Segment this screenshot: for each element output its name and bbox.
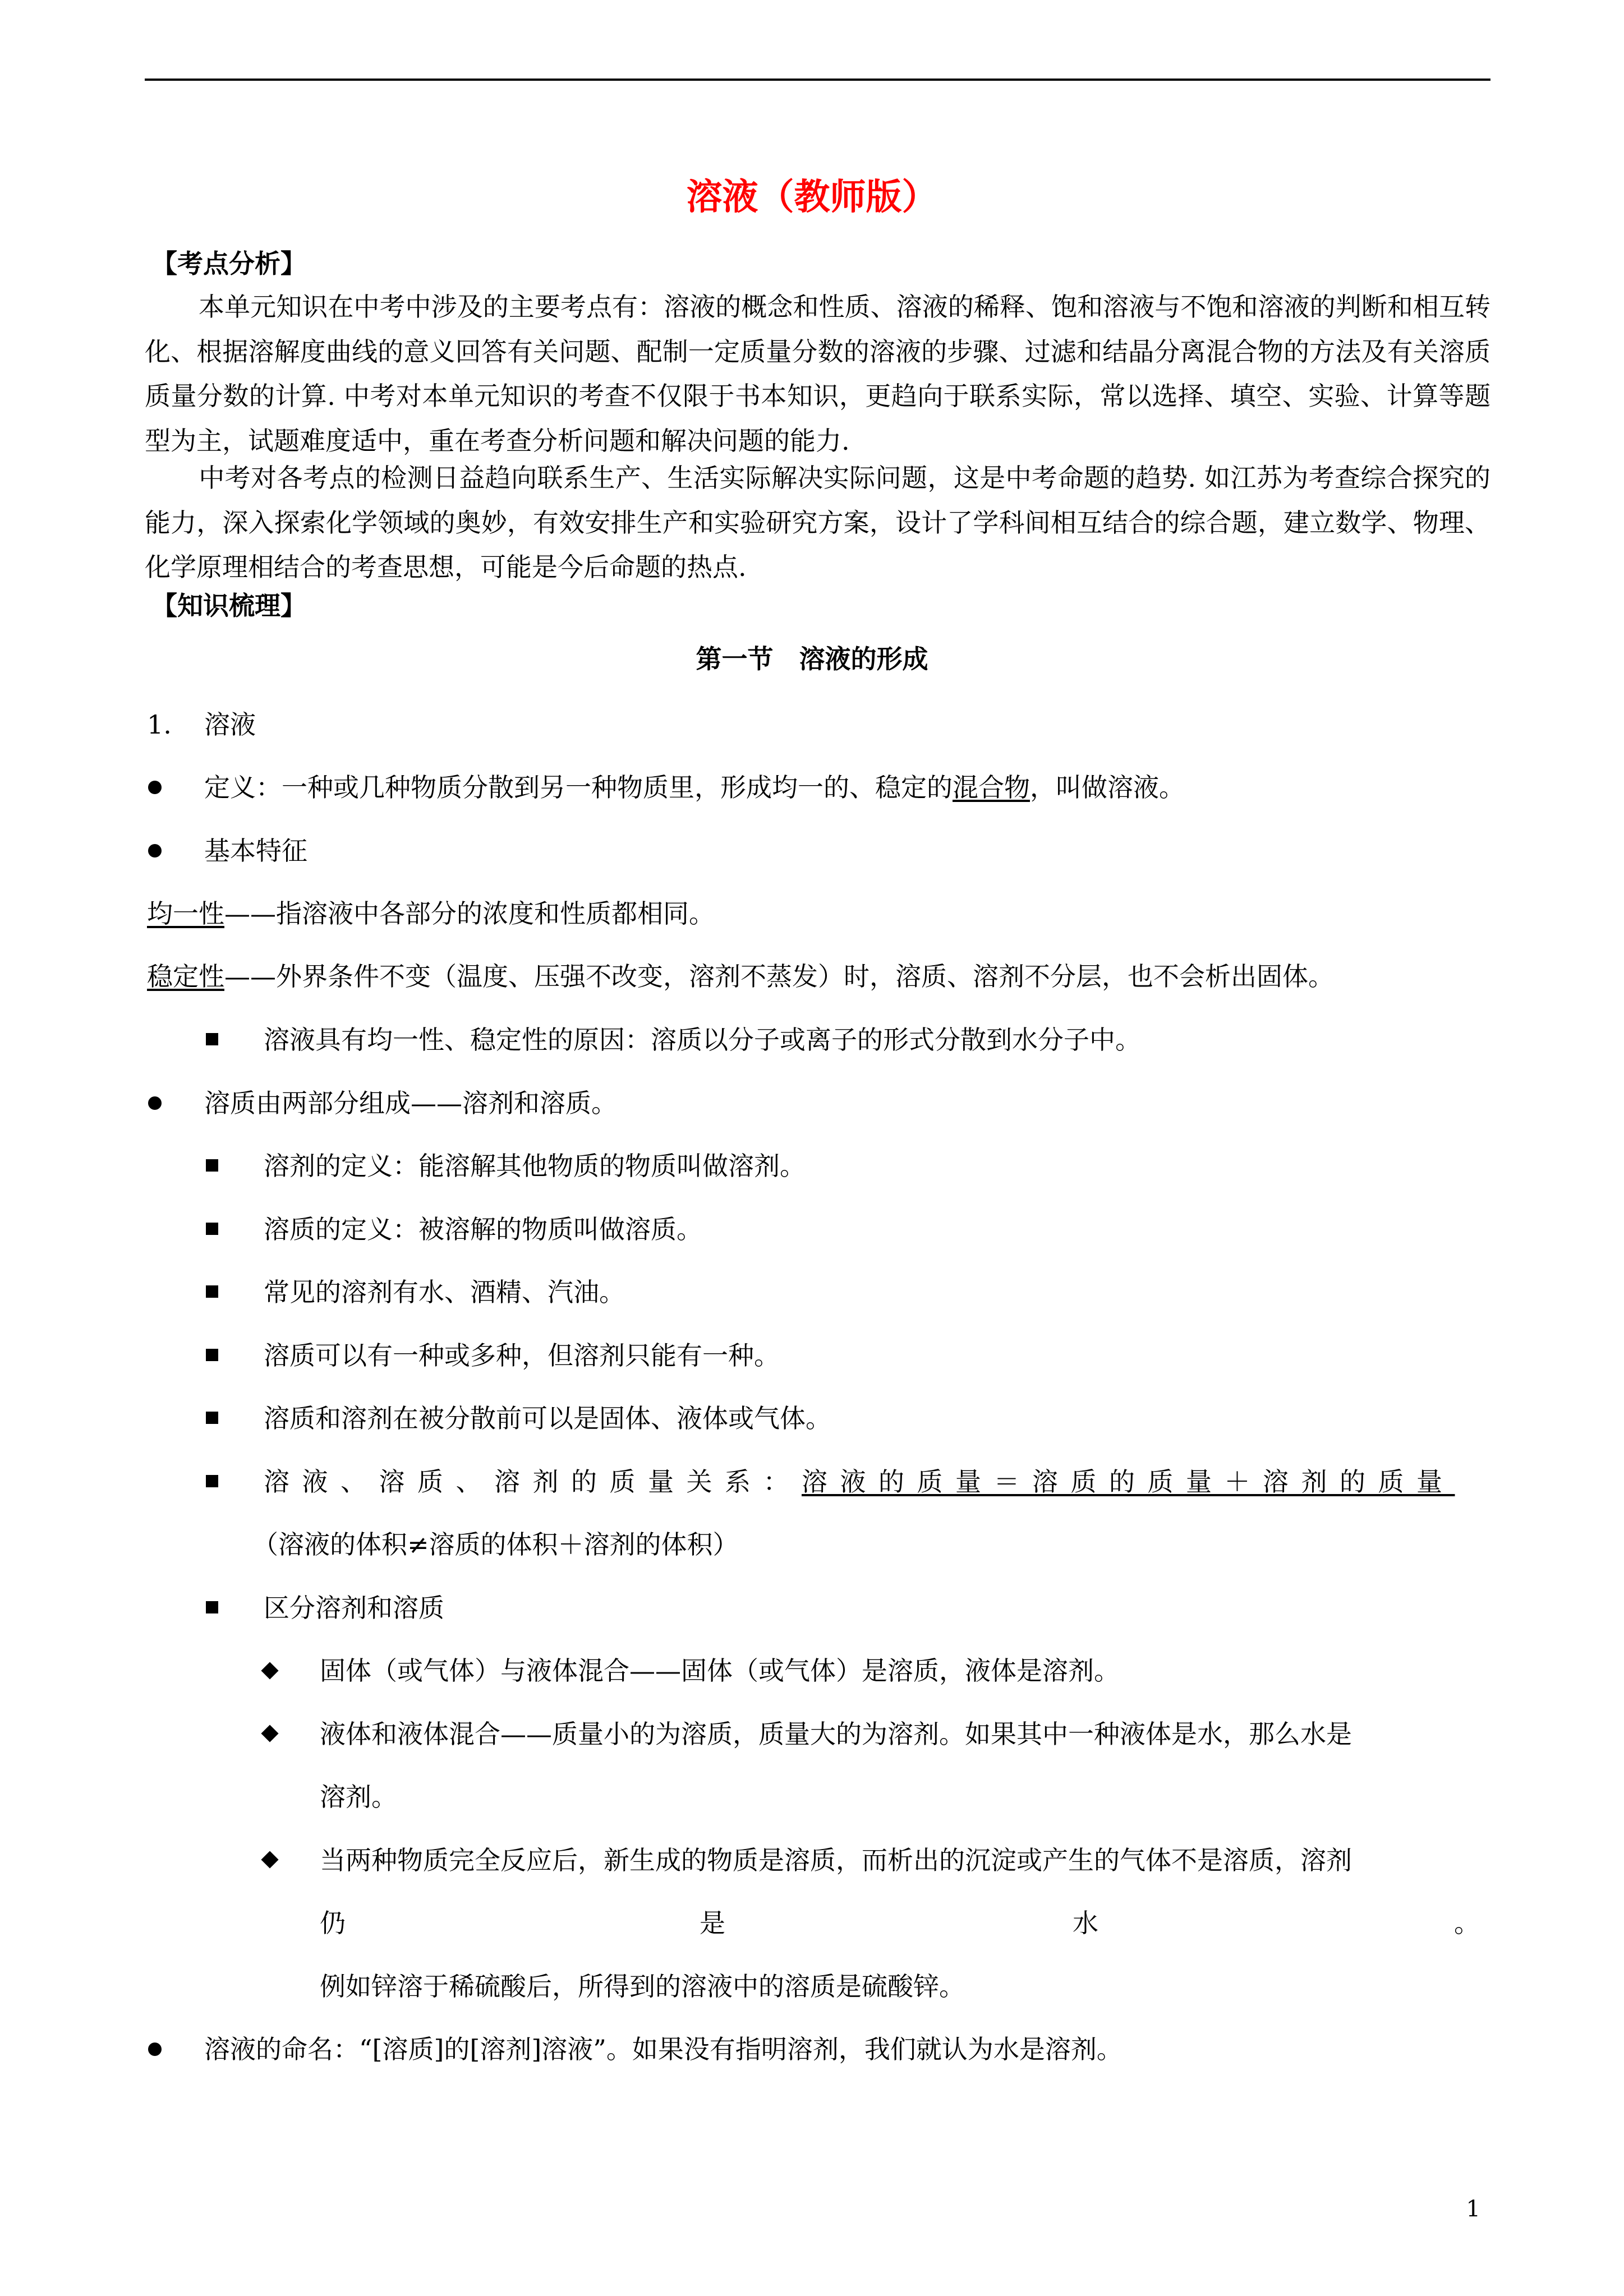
uniformity-term: 均一性	[147, 898, 224, 929]
square-bullet-icon	[206, 1033, 218, 1045]
mass-relation-line	[264, 1465, 1455, 1499]
common-solvents: 常见的溶剂有水、酒精、汽油。	[264, 1277, 625, 1307]
diamond-bullet-icon	[261, 1725, 278, 1742]
heading-zhishi: 【知识梳理】	[151, 591, 306, 621]
header-rule	[145, 79, 1490, 81]
rule-reaction: 当两种物质完全反应后，新生成的物质是溶质，而析出的沉淀或产生的气体不是溶质，溶剂	[320, 1845, 1352, 1875]
rule-reaction-word-1: 仍	[320, 1908, 346, 1938]
solvent-definition: 溶剂的定义：能溶解其他物质的物质叫做溶剂。	[264, 1151, 806, 1181]
rule-reaction-example: 例如锌溶于稀硫酸后，所得到的溶液中的溶质是硫酸锌。	[320, 1971, 965, 2002]
mixture-term: 混合物	[953, 772, 1030, 803]
rule-solid-liquid: 固体（或气体）与液体混合——固体（或气体）是溶质，液体是溶剂。	[320, 1656, 1120, 1686]
mass-relation-label: 溶液、溶质、溶剂的质量关系：	[264, 1467, 802, 1497]
bullet-icon	[148, 781, 162, 794]
definition-end: ，叫做溶液。	[1030, 772, 1185, 803]
bullet-icon	[148, 2043, 162, 2056]
square-bullet-icon	[206, 1601, 218, 1613]
bullet-icon	[148, 844, 162, 857]
basic-features: 基本特征	[204, 836, 307, 866]
stability-line	[147, 960, 1334, 993]
paragraph-analysis-2	[145, 456, 1490, 590]
square-bullet-icon	[206, 1223, 218, 1235]
square-bullet-icon	[206, 1412, 218, 1424]
bullet-icon	[148, 1096, 162, 1110]
paragraph-analysis-1	[145, 285, 1490, 463]
square-bullet-icon	[206, 1159, 218, 1172]
definition-text: 定义：一种或几种物质分散到另一种物质里，形成均一的、稳定的	[204, 772, 953, 803]
stability-text: ——外界条件不变（温度、压强不改变，溶剂不蒸发）时，溶质、溶剂不分层，也不会析出固体。	[224, 961, 1334, 992]
section-title: 第一节 溶液的形成	[696, 644, 928, 674]
mass-relation-formula: 溶液的质量＝溶质的质量＋溶剂的质量	[802, 1467, 1455, 1497]
square-bullet-icon	[206, 1349, 218, 1361]
solute-definition: 溶质的定义：被溶解的物质叫做溶质。	[264, 1214, 702, 1244]
diamond-bullet-icon	[261, 1851, 278, 1868]
rule-reaction-period: 。	[1454, 1908, 1480, 1938]
square-bullet-icon	[206, 1475, 218, 1487]
diamond-bullet-icon	[261, 1662, 278, 1679]
square-bullet-icon	[206, 1285, 218, 1298]
solute-solvent-count: 溶质可以有一种或多种，但溶剂只能有一种。	[264, 1340, 780, 1371]
rule-reaction-word-3: 水	[1073, 1908, 1098, 1938]
uniformity-text: ——指溶液中各部分的浓度和性质都相同。	[224, 898, 715, 929]
rule-liquid-liquid-cont: 溶剂。	[320, 1782, 397, 1812]
naming-rule: 溶液的命名：“[溶质]的[溶剂]溶液”。如果没有指明溶剂，我们就认为水是溶剂。	[204, 2034, 1122, 2064]
page-number: 1	[1466, 2196, 1480, 2222]
item-solution: 溶液	[204, 709, 256, 740]
stability-reason: 溶液具有均一性、稳定性的原因：溶质以分子或离子的形式分散到水分子中。	[264, 1025, 1141, 1055]
composition-line: 溶质由两部分组成——溶剂和溶质。	[204, 1088, 617, 1118]
paragraph-analysis-2-text: 中考对各考点的检测日益趋向联系生产、生活实际解决实际问题，这是中考命题的趋势. 如江苏为考查综合探究的能力，深入探索化学领域的奥妙，有效安排生产和实验研究方案，设计了学科间相互结合的综合题，建立数学、物理、化学原理相结合的考查思想，可能是今后命题的热点.	[145, 463, 1490, 582]
distinguish-heading: 区分溶剂和溶质	[264, 1593, 444, 1623]
volume-note: （溶液的体积≠溶质的体积＋溶剂的体积）	[252, 1529, 739, 1560]
paragraph-analysis-1-text: 本单元知识在中考中涉及的主要考点有：溶液的概念和性质、溶液的稀释、饱和溶液与不饱和溶液的判断和相互转化、根据溶解度曲线的意义回答有关问题、配制一定质量分数的溶液的步骤、过滤和结晶分离混合物的方法及有关溶质质量分数的计算. 中考对本单元知识的考查不仅限于书本知识，更趋向于联系实际，常以选择、填空、实验、计算等题型为主，试题难度适中，重在考查分析问题和解决问题的能力.	[145, 292, 1490, 456]
stability-term: 稳定性	[147, 961, 224, 992]
uniformity-line	[147, 897, 715, 930]
states-before-dispersion: 溶质和溶剂在被分散前可以是固体、液体或气体。	[264, 1403, 831, 1433]
heading-kaodian: 【考点分析】	[151, 248, 306, 279]
item-number: 1.	[147, 709, 172, 740]
rule-reaction-word-2: 是	[700, 1908, 725, 1938]
document-title: 溶液（教师版）	[686, 176, 938, 218]
rule-liquid-liquid: 液体和液体混合——质量小的为溶质，质量大的为溶剂。如果其中一种液体是水，那么水是	[320, 1719, 1352, 1749]
definition-line	[204, 771, 1185, 804]
